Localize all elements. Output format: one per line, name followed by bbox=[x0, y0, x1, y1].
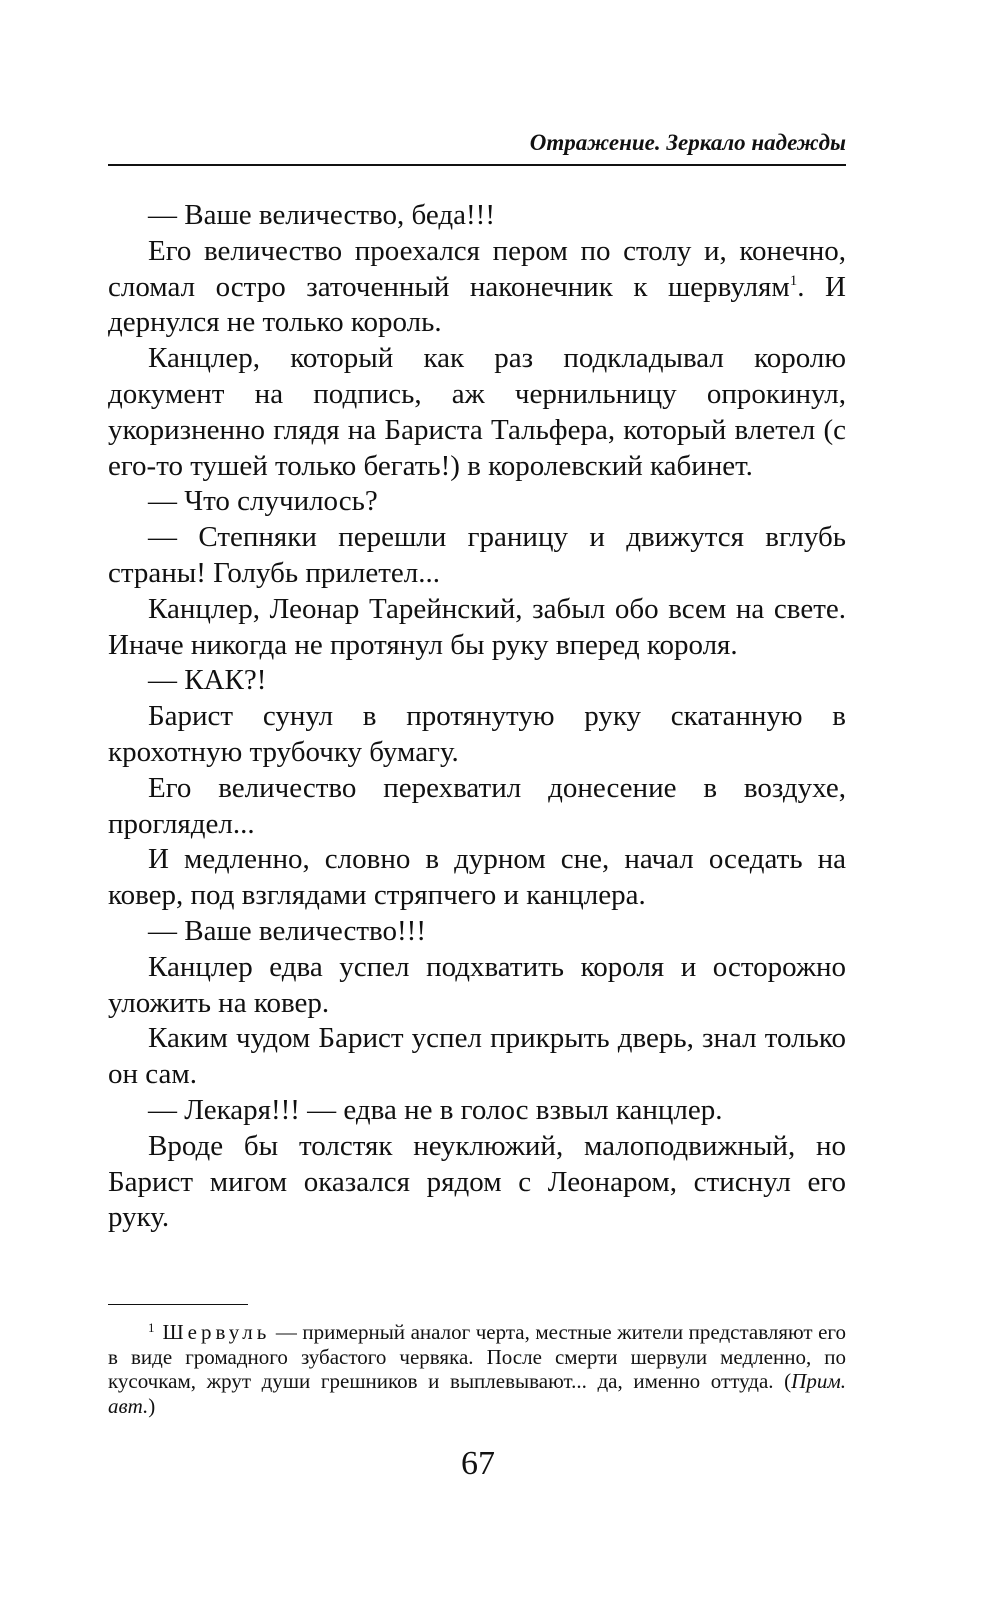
paragraph-text: Его величество проехался пером по столу и, конечно, сломал остро заточенный наконечник к шервулям bbox=[108, 234, 846, 303]
paragraph: — Что случилось? bbox=[148, 485, 378, 518]
paragraph: И медленно, словно в дурном сне, начал оседать на ковер, под взглядами стряпчего и канцлера. bbox=[108, 843, 846, 912]
paragraph: — Лекаря!!! — едва не в голос взвыл канцлер. bbox=[148, 1093, 723, 1126]
paragraph: Барист сунул в протянутую руку скатанную в крохотную трубочку бумагу. bbox=[108, 700, 846, 768]
footnote-text: — примерный аналог черта, местные жители представляют его в виде громадного зубастого червяка. После смерти шервули медленно, по кусочкам, жрут души грешников и выплевывают... да, именно оттуда. ( bbox=[108, 1320, 846, 1393]
footnote-term: Шервуль bbox=[162, 1320, 271, 1344]
paragraph: Канцлер, который как раз подкладывал королю документ на подпись, аж чернильницу опрокинул, укоризненно глядя на Бариста Тальфера, который влетел (с его-то тушей только бегать!) в королевский кабинет. bbox=[108, 342, 846, 482]
paragraph: — Ваше величество!!! bbox=[148, 914, 426, 947]
footnote-reference[interactable]: 1 bbox=[789, 272, 798, 289]
footnote-number: 1 bbox=[148, 1320, 155, 1335]
footnote-author-note: Прим. авт. bbox=[108, 1369, 846, 1418]
paragraph bbox=[108, 234, 846, 341]
paragraph-text: . И дернулся не только король. bbox=[108, 270, 846, 339]
paragraph: Вроде бы толстяк неуклюжий, малоподвижный, но Барист мигом оказался рядом с Леонаром, стиснул его руку. bbox=[108, 1129, 846, 1234]
footnote bbox=[108, 1316, 846, 1418]
page-number: 67 bbox=[461, 1445, 495, 1482]
running-head: Отражение. Зеркало надежды bbox=[529, 130, 846, 155]
footnote-close: ) bbox=[148, 1393, 156, 1418]
paragraph: Канцлер, Леонар Тарейнский, забыл обо всем на свете. Иначе никогда не протянул бы руку вперед короля. bbox=[108, 592, 846, 661]
paragraph: Его величество перехватил донесение в воздухе, проглядел... bbox=[108, 771, 846, 840]
paragraph: Канцлер едва успел подхватить короля и осторожно уложить на ковер. bbox=[108, 950, 846, 1019]
main-text bbox=[108, 198, 846, 1236]
footnote-rule bbox=[108, 1304, 248, 1305]
paragraph: — КАК?! bbox=[148, 664, 267, 697]
header-rule bbox=[108, 164, 846, 166]
paragraph: — Степняки перешли границу и движутся вглубь страны! Голубь прилетел... bbox=[108, 521, 846, 589]
paragraph: Каким чудом Барист успел прикрыть дверь, знал только он сам. bbox=[108, 1022, 846, 1091]
paragraph: — Ваше величество, беда!!! bbox=[148, 199, 495, 231]
